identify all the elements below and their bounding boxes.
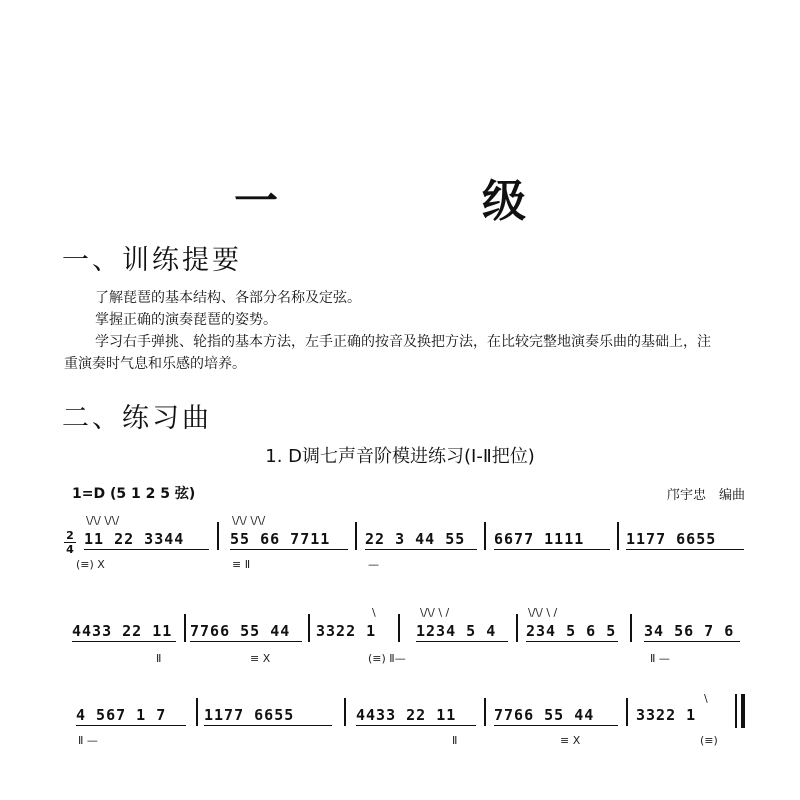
underline: [494, 549, 610, 550]
bar-line: [184, 614, 186, 642]
bar-line: [355, 522, 357, 550]
underline: [230, 549, 348, 550]
measure-notes: 4433 22 11: [356, 706, 457, 724]
paragraph-3: 学习右手弹挑、轮指的基本方法，左手正确的按音及换把方法，在比较完整地演奏乐曲的基础上，注: [95, 334, 711, 350]
time-signature: [64, 530, 76, 555]
underline: [416, 641, 508, 642]
page-title: 一 级: [234, 176, 606, 227]
underline: [365, 549, 477, 550]
measure-notes: 4433 22 11: [72, 622, 173, 640]
technique-marks: Ⅱ —: [650, 652, 670, 665]
technique-marks: ≡ X: [560, 734, 581, 747]
underline: [84, 549, 209, 550]
underline: [644, 641, 740, 642]
bar-line: [217, 522, 219, 550]
technique-marks: —: [368, 558, 379, 571]
bar-line: [308, 614, 310, 642]
underline: [76, 725, 186, 726]
paragraph-1: 了解琵琶的基本结构、各部分名称及定弦。: [95, 290, 361, 306]
technique-marks: (≡) X: [76, 558, 105, 571]
bar-line: [344, 698, 346, 726]
measure-notes: 3322 1: [316, 622, 377, 640]
underline: [72, 641, 176, 642]
measure-notes: 1177 6655: [204, 706, 295, 724]
underline: [526, 641, 618, 642]
stroke-marks: \/\/ \/\/: [86, 514, 120, 527]
technique-marks: (≡) Ⅱ—: [368, 652, 406, 665]
measure-notes: 234 5 6 5: [526, 622, 617, 640]
stroke-marks: \/\/ \ /: [420, 606, 450, 619]
stroke-marks: \/\/ \/\/: [232, 514, 266, 527]
stroke-marks: \/\/ \ /: [528, 606, 558, 619]
paragraph-4: 重演奏时气息和乐感的培养。: [64, 356, 246, 372]
technique-marks: Ⅱ: [156, 652, 162, 665]
stroke-marks: \: [704, 692, 708, 705]
measure-notes: 1177 6655: [626, 530, 717, 548]
section-heading-training: 一、训练提要: [62, 245, 242, 276]
technique-marks: ≡ Ⅱ: [232, 558, 251, 571]
bar-line: [398, 614, 400, 642]
final-bar-thick: [741, 694, 745, 728]
bar-line: [196, 698, 198, 726]
technique-marks: (≡): [700, 734, 718, 747]
bar-line: [516, 614, 518, 642]
final-bar-thin: [735, 694, 737, 728]
composer-credit: 邝宇忠 编曲: [667, 488, 746, 503]
bar-line: [484, 522, 486, 550]
paragraph-2: 掌握正确的演奏琵琶的姿势。: [95, 312, 277, 328]
measure-notes: 1234 5 4: [416, 622, 497, 640]
measure-notes: 55 66 7711: [230, 530, 331, 548]
bar-line: [626, 698, 628, 726]
measure-notes: 4 567 1 7: [76, 706, 167, 724]
bar-line: [617, 522, 619, 550]
technique-marks: Ⅱ —: [78, 734, 98, 747]
measure-notes: 22 3 44 55: [365, 530, 466, 548]
underline: [190, 641, 302, 642]
stroke-marks: \: [372, 606, 376, 619]
measure-notes: 6677 1111: [494, 530, 585, 548]
measure-notes: 7766 55 44: [494, 706, 595, 724]
time-signature-top: 2: [66, 529, 74, 542]
key-signature: 1=D (5 1 2 5 弦): [72, 486, 196, 502]
bar-line: [484, 698, 486, 726]
underline: [356, 725, 476, 726]
measure-notes: 7766 55 44: [190, 622, 291, 640]
underline: [626, 549, 744, 550]
time-signature-bottom: 4: [66, 543, 74, 556]
underline: [204, 725, 332, 726]
measure-notes: 3322 1: [636, 706, 697, 724]
underline: [494, 725, 618, 726]
piece-title: 1. D调七声音阶模进练习(Ⅰ-Ⅱ把位): [265, 446, 535, 467]
technique-marks: Ⅱ: [452, 734, 458, 747]
section-heading-etude: 二、练习曲: [62, 403, 212, 434]
bar-line: [630, 614, 632, 642]
technique-marks: ≡ X: [250, 652, 271, 665]
measure-notes: 11 22 3344: [84, 530, 185, 548]
measure-notes: 34 56 7 6: [644, 622, 735, 640]
